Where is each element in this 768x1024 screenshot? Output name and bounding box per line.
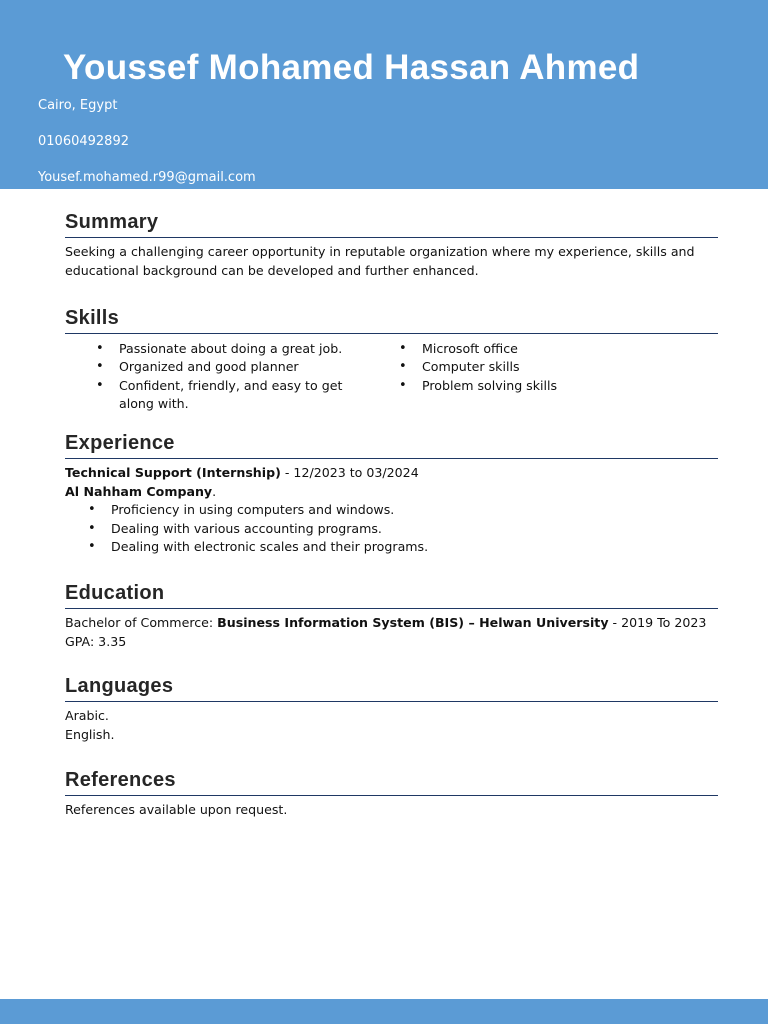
location-text: Cairo, Egypt [38, 98, 118, 113]
experience-section [65, 432, 718, 557]
skill-item: • Passionate about doing a great job. [65, 340, 365, 358]
languages-heading: Languages [65, 675, 718, 702]
footer-bar [0, 999, 768, 1024]
job-line [65, 464, 718, 483]
phone-text: 01060492892 [38, 134, 129, 149]
skills-list-right [368, 340, 557, 413]
language-item: Arabic. [65, 708, 109, 723]
education-heading: Education [65, 582, 718, 609]
skill-item: • Problem solving skills [368, 377, 557, 395]
skills-columns [65, 340, 718, 413]
degree-line [65, 614, 718, 633]
header-banner [0, 0, 768, 189]
references-heading: References [65, 769, 718, 796]
languages-section [65, 675, 718, 744]
company-line [65, 483, 718, 502]
job-dates: - 12/2023 to 03/2024 [280, 465, 419, 480]
company-name: Al Nahham Company [65, 483, 213, 499]
degree-prefix: Bachelor of Commerce: [65, 615, 218, 630]
education-years: - 2019 To 2023 [608, 615, 707, 630]
skills-list-left [65, 340, 368, 413]
references-text: References available upon request. [65, 802, 288, 817]
experience-bullet: • Dealing with various accounting programs. [65, 520, 718, 539]
experience-heading: Experience [65, 432, 718, 459]
company-suffix: . [212, 483, 217, 499]
experience-bullets [65, 501, 718, 557]
major-university: Business Information System (BIS) – Helwan University [217, 615, 609, 630]
gpa-text: GPA: 3.35 [65, 633, 127, 649]
experience-bullet: • Dealing with electronic scales and their programs. [65, 538, 718, 557]
skills-section [65, 307, 718, 413]
summary-section [65, 211, 718, 280]
candidate-name: Youssef Mohamed Hassan Ahmed [63, 48, 640, 87]
skill-item: • Microsoft office [368, 340, 557, 358]
skill-item: • Computer skills [368, 358, 557, 376]
experience-bullet: • Proficiency in using computers and windows. [65, 501, 718, 520]
skills-heading: Skills [65, 307, 718, 334]
email-text: Yousef.mohamed.r99@gmail.com [38, 170, 256, 185]
references-section [65, 769, 718, 820]
skill-item: • Organized and good planner [65, 358, 365, 376]
language-item: English. [65, 726, 115, 742]
job-title: Technical Support (Internship) [65, 465, 281, 480]
education-section [65, 582, 718, 651]
summary-heading: Summary [65, 211, 718, 238]
skill-item: • Confident, friendly, and easy to get along with. [65, 377, 365, 414]
summary-text: Seeking a challenging career opportunity in reputable organization where my experience, skills and educational background can be developed and further enhanced. [65, 244, 695, 278]
